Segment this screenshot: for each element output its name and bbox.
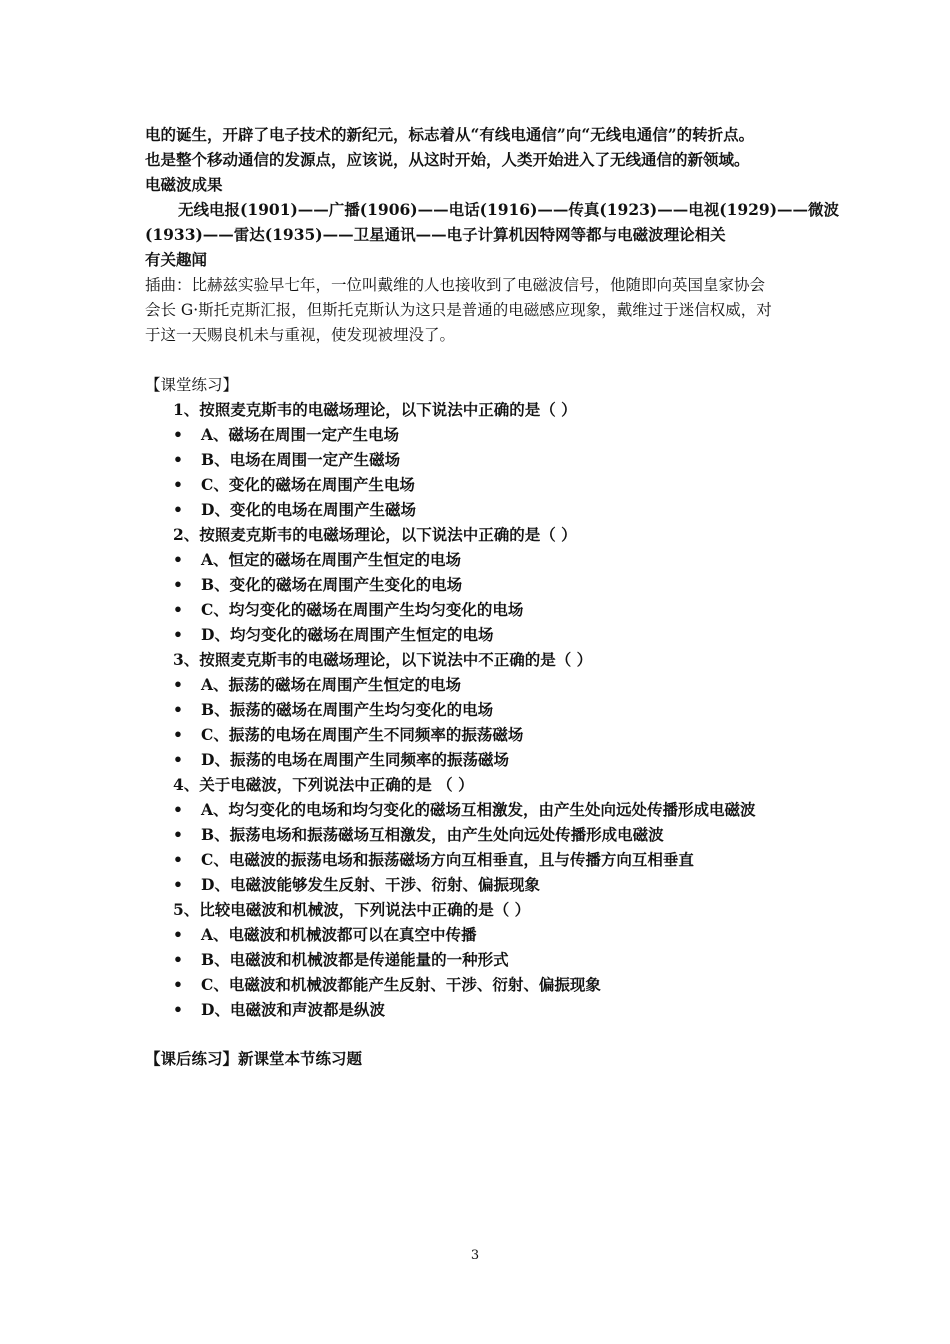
anecdote-heading: 有关趣闻 [145,250,208,269]
classroom-heading: 【课堂练习】 [145,376,239,394]
question-5-stem: 5、比较电磁波和机械波，下列说法中正确的是（ ） [173,900,531,919]
question-1-option-a: • A、磁场在周围一定产生电场 [173,425,400,444]
bullet-icon: • [173,675,183,694]
bullet-icon: • [173,450,183,469]
bullet-icon: • [173,425,183,444]
bullet-icon: • [173,625,183,644]
question-1-stem: 1、按照麦克斯韦的电磁场理论，以下说法中正确的是（ ） [173,400,577,419]
question-1-option-d: • D、变化的电场在周围产生磁场 [173,500,416,519]
bullet-icon: • [173,800,183,819]
bullet-icon: • [173,700,183,719]
question-3-option-c: • C、振荡的电场在周围产生不同频率的振荡磁场 [173,725,524,744]
question-4-option-c: • C、电磁波的振荡电场和振荡磁场方向互相垂直，且与传播方向互相垂直 [173,850,694,869]
question-1-option-c: • C、变化的磁场在周围产生电场 [173,475,415,494]
question-5-option-c: • C、电磁波和机械波都能产生反射、干涉、衍射、偏振现象 [173,975,601,994]
bullet-icon: • [173,975,183,994]
question-2-option-d: • D、均匀变化的磁场在周围产生恒定的电场 [173,625,494,644]
question-2-option-a: • A、恒定的磁场在周围产生恒定的电场 [173,550,462,569]
question-3-option-b: • B、振荡的磁场在周围产生均匀变化的电场 [173,700,494,719]
bullet-icon: • [173,600,183,619]
bullet-icon: • [173,1000,183,1019]
page-number: 3 [470,1248,480,1263]
achievements-line-2: (1933)——雷达(1935)——卫星通讯——电子计算机因特网等都与电磁波理论相关 [145,225,726,244]
bullet-icon: • [173,950,183,969]
intro-line-2: 也是整个移动通信的发源点，应该说，从这时开始，人类开始进入了无线通信的新领域。 [145,150,750,169]
question-5-option-a: • A、电磁波和机械波都可以在真空中传播 [173,925,477,944]
bullet-icon: • [173,500,183,519]
question-3-stem: 3、按照麦克斯韦的电磁场理论，以下说法中不正确的是（ ） [173,650,593,669]
bullet-icon: • [173,750,183,769]
question-3-option-d: • D、振荡的电场在周围产生同频率的振荡磁场 [173,750,509,769]
question-5-option-d: • D、电磁波和声波都是纵波 [173,1000,385,1019]
bullet-icon: • [173,575,183,594]
achievements-line-1: 无线电报(1901)——广播(1906)——电话(1916)——传真(1923)——电视(1929)——微波 [178,200,840,219]
question-5-option-b: • B、电磁波和机械波都是传递能量的一种形式 [173,950,509,969]
bullet-icon: • [173,475,183,494]
question-1-option-b: • B、电场在周围一定产生磁场 [173,450,401,469]
anecdote-line-1: 插曲：比赫兹实验早七年，一位叫戴维的人也接收到了电磁波信号，他随即向英国皇家协会 [145,276,766,294]
homework-line: 【课后练习】新课堂本节练习题 [145,1049,363,1068]
bullet-icon: • [173,850,183,869]
question-4-stem: 4、关于电磁波，下列说法中正确的是 （ ） [173,775,474,794]
question-2-stem: 2、按照麦克斯韦的电磁场理论，以下说法中正确的是（ ） [173,525,577,544]
anecdote-line-2: 会长 G·斯托克斯汇报，但斯托克斯认为这只是普通的电磁感应现象，戴维过于迷信权威，对 [145,301,772,319]
anecdote-line-3: 于这一天赐良机未与重视，使发现被埋没了。 [145,326,456,344]
bullet-icon: • [173,725,183,744]
question-3-option-a: • A、振荡的磁场在周围产生恒定的电场 [173,675,462,694]
question-2-option-b: • B、变化的磁场在周围产生变化的电场 [173,575,463,594]
question-2-option-c: • C、均匀变化的磁场在周围产生均匀变化的电场 [173,600,524,619]
bullet-icon: • [173,875,183,894]
bullet-icon: • [173,550,183,569]
bullet-icon: • [173,825,183,844]
question-4-option-a: • A、均匀变化的电场和均匀变化的磁场互相激发，由产生处向远处传播形成电磁波 [173,800,756,819]
intro-line-1: 电的诞生，开辟了电子技术的新纪元，标志着从“有线电通信”向“无线电通信”的转折点。 [145,125,755,144]
question-4-option-b: • B、振荡电场和振荡磁场互相激发，由产生处向远处传播形成电磁波 [173,825,664,844]
achievements-heading: 电磁波成果 [145,175,223,194]
question-4-option-d: • D、电磁波能够发生反射、干涉、衍射、偏振现象 [173,875,540,894]
bullet-icon: • [173,925,183,944]
